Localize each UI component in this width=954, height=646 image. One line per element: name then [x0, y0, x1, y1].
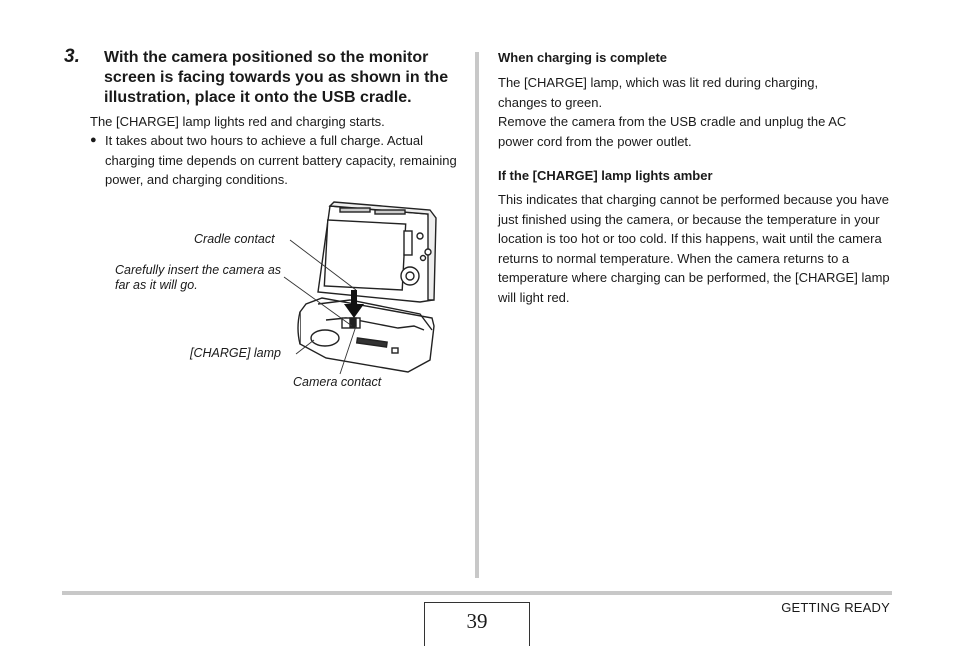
step-number: 3.	[64, 46, 80, 67]
camera-drawing	[318, 202, 436, 302]
amber-heading: If the [CHARGE] lamp lights amber	[498, 168, 713, 183]
page-number: 39	[466, 609, 488, 633]
page-number-box	[424, 602, 530, 646]
amber-paragraph: This indicates that charging cannot be performed because you have just finished using the camera, or because the temperature in your location is too hot or too cold. If this happens, wait until the camera returns to normal temperature. When the camera returns to a temperature where charging can be performed, the [CHARGE] lamp will light red.	[498, 192, 890, 305]
complete-paragraph-1: The [CHARGE] lamp, which was lit red during charging, changes to green.	[498, 75, 819, 110]
bullet-dot: ●	[90, 134, 97, 146]
callout-camera-contact: Camera contact	[293, 375, 382, 389]
cradle-drawing	[298, 298, 434, 372]
complete-heading: When charging is complete	[498, 50, 668, 65]
section-label: GETTING READY	[781, 600, 890, 615]
callout-insert-camera: Carefully insert the camera as far as it will go.	[115, 263, 282, 292]
callout-cradle-contact: Cradle contact	[194, 232, 275, 246]
bullet-text: It takes about two hours to achieve a full charge. Actual charging time depends on current battery capacity, remaining power, and charging conditions.	[105, 133, 457, 187]
complete-paragraph-2: Remove the camera from the USB cradle and unplug the AC power cord from the power outlet.	[498, 114, 847, 149]
callout-charge-lamp: [CHARGE] lamp	[190, 346, 281, 360]
footer-rule	[62, 591, 892, 595]
step-description: The [CHARGE] lamp lights red and charging starts.	[90, 114, 385, 129]
column-divider	[475, 52, 479, 578]
step-title: With the camera positioned so the monitor screen is facing towards you as shown in the illustration, place it onto the USB cradle.	[104, 49, 449, 106]
